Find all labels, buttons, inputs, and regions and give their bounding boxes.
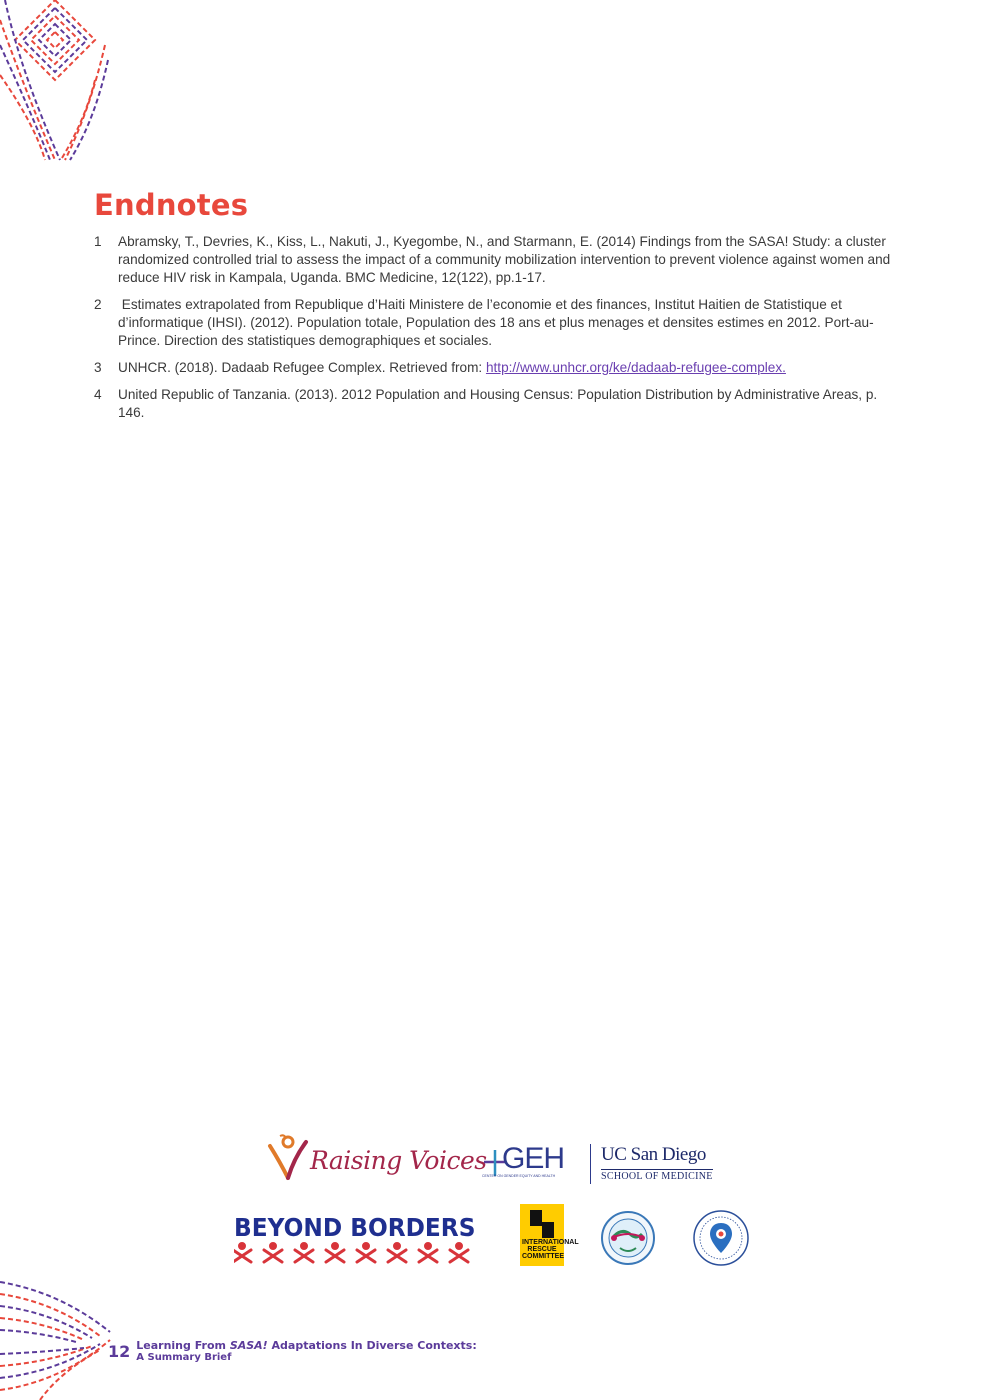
map-pin-seal-icon	[692, 1209, 750, 1267]
beyond-borders-figures-icon	[234, 1242, 480, 1268]
endnote-item	[94, 233, 900, 287]
geh-logo	[482, 1142, 586, 1184]
irc-logo	[520, 1204, 579, 1266]
endnote-item	[94, 359, 900, 377]
partner-seal-logo	[600, 1210, 656, 1266]
endnote-text: United Republic of Tanzania. (2013). 2012 Population and Housing Census: Population Distribution by Administrative Areas, p. 146.	[118, 387, 878, 420]
page-number: 12	[108, 1342, 131, 1361]
endnote-number: 4	[94, 387, 102, 402]
ucsd-wordmark: UC San Diego	[601, 1144, 706, 1165]
globe-seal-icon	[600, 1210, 656, 1266]
endnote-text: Abramsky, T., Devries, K., Kiss, L., Nakuti, J., Kyegombe, N., and Starmann, E. (2014) Findings from the SASA! Study: a cluster randomized controlled trial to assess the impact of a community mobilization intervention to prevent violence against women and reduce HIV risk in Kampala, Uganda. BMC Medicine, 12(122), pp.1-17.	[118, 234, 891, 285]
unhcr-link[interactable]: http://www.unhcr.org/ke/dadaab-refugee-complex.	[485, 360, 786, 375]
geh-wordmark: GEH	[502, 1142, 565, 1175]
footer-title-emphasis: SASA!	[229, 1339, 268, 1352]
endnote-number: 1	[94, 234, 102, 249]
ucsd-subtitle: SCHOOL OF MEDICINE	[601, 1171, 713, 1182]
geh-subtitle: CENTER ON GENDER EQUITY AND HEALTH	[482, 1174, 556, 1178]
beyond-borders-logo	[234, 1213, 480, 1271]
beyond-borders-wordmark: BEYOND BORDERS	[234, 1213, 476, 1242]
endnote-item	[94, 386, 900, 422]
endnotes-list	[94, 233, 900, 431]
raising-voices-wordmark: Raising Voices	[310, 1146, 487, 1175]
raising-voices-logo	[266, 1132, 487, 1188]
endnote-text: UNHCR. (2018). Dadaab Refugee Complex. Retrieved from:	[118, 360, 486, 375]
footer-subtitle: A Summary Brief	[136, 1352, 232, 1363]
irc-wordmark: INTERNATIONAL RESCUE COMMITTEE	[522, 1239, 579, 1260]
irc-emblem-icon	[520, 1208, 564, 1242]
raising-voices-figure-icon	[266, 1132, 310, 1182]
location-seal-logo	[692, 1209, 750, 1267]
endnote-item	[94, 296, 900, 350]
page-footer	[108, 1340, 477, 1363]
endnote-number: 2	[94, 297, 102, 312]
endnote-number: 3	[94, 360, 102, 375]
footer-title-prefix: Learning From	[136, 1339, 230, 1352]
decorative-pattern-bottom	[0, 1272, 115, 1400]
footer-title-suffix: Adaptations In Diverse Contexts:	[267, 1339, 477, 1352]
page-title: Endnotes	[94, 188, 249, 222]
endnote-text: Estimates extrapolated from Republique d’Haiti Ministere de l’economie et des finances, Institut Haitien de Statistique et d’informatique (IHSI). (2012). Population totale, Population des 18 ans et plus menages et densites estimes en 2012. Port-au-Prince. Direction des statistiques demographiques et sociales.	[118, 297, 874, 348]
footer-title	[136, 1340, 476, 1352]
ucsd-logo	[590, 1144, 725, 1184]
footer-title-block	[136, 1340, 476, 1363]
decorative-pattern-top	[0, 0, 115, 165]
endnote-text-container	[118, 359, 900, 377]
